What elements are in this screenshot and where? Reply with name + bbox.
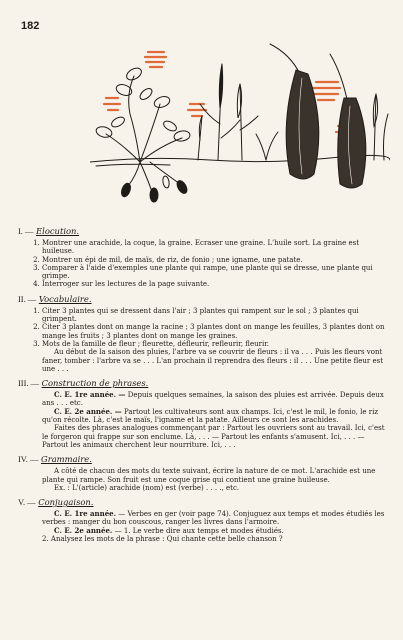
level-text: Partout les cultivateurs sont aux champs. Ici, c'est le mil, le fonio, le riz qu'on récolte. Là, c'est le maïs, l'igname et la patate. Ailleurs ce sont les arachides. [42, 407, 379, 425]
level-label: C. E. 2e année. — [54, 406, 122, 416]
exercise-content [18, 226, 390, 543]
list-item: 3. Comparer à l'aide d'exemples une plante qui rampe, une plante qui se dresse, une plante qui grimpe. [42, 264, 390, 281]
construction-ce1 [18, 391, 390, 408]
conjugaison-ce2 [18, 527, 390, 535]
plants-drawing-icon [90, 34, 390, 204]
section-title: Construction de phrases. [41, 378, 149, 389]
section-elocution-heading [18, 226, 390, 237]
section-grammaire-heading [18, 454, 390, 465]
level-label: C. E. 2e année. [54, 525, 113, 535]
level-text: — 1. Le verbe dire aux temps et modes étudiés. [114, 526, 284, 535]
section-title: Vocabulaire. [38, 293, 92, 304]
section-title: Elocution. [36, 226, 80, 236]
level-label: C. E. 1re année. [54, 509, 117, 519]
conjugaison-ce1 [18, 510, 390, 527]
section-title: Conjugaison. [38, 497, 94, 508]
construction-paragraph: Faites des phrases analogues commençant par : Partout les ouvriers sont au travail. Ici, c'est le forgeron qui frappe sur son enclume. Là, . . . — Partout les enfants s'amusent. Ici, . . . — Partout les animaux cherchent leur nourriture. Ici, . . . [42, 424, 385, 449]
section-number: IV. — [18, 455, 39, 465]
section-construction-heading [18, 378, 390, 389]
vocabulaire-list [18, 307, 390, 348]
elocution-list [18, 239, 390, 289]
grammaire-paragraph: A côté de chacun des mots du texte suivant, écrire la nature de ce mot. L'arachide est une plante qui rampe. Son fruit est une coque grise qui contient une graine huileuse. [42, 467, 376, 484]
section-title: Grammaire. [41, 454, 92, 465]
level-text: Depuis quelques semaines, la saison des pluies est arrivée. Depuis deux ans . . . etc. [42, 391, 384, 408]
section-vocabulaire-heading [18, 294, 390, 305]
level-label: C. E. 1re année. — [54, 390, 126, 400]
section-number: V. — [18, 498, 36, 508]
list-item: 3. Mots de la famille de fleur ; fleurette, défleurir, refleurir, fleurir. [42, 340, 390, 348]
section-number: I. — [18, 227, 34, 236]
section-number: III. — [18, 379, 39, 389]
list-item: 2. Montrer un épi de mil, de maïs, de riz, de fonio ; une igname, une patate. [42, 256, 390, 264]
vocabulaire-paragraph: Au début de la saison des pluies, l'arbre va se couvrir de fleurs : il va . . . Puis les fleurs vont faner, tomber : l'arbre va se . . . L'an prochain il reprendra des fleurs : il . . . Une petite fleur est une . . . [42, 348, 384, 373]
section-number: II. — [18, 294, 37, 304]
section-conjugaison-heading [18, 497, 390, 508]
list-item: 1. Citer 3 plantes qui se dressent dans l'air ; 3 plantes qui rampent sur le sol ; 3 plantes qui grimpent. [42, 307, 390, 324]
conjugaison-ce2-second: 2. Analysez les mots de la phrase : Qui chante cette belle chanson ? [42, 535, 283, 544]
level-text: — Verbes en ger (voir page 74). Conjuguez aux temps et modes étudiés les verbes : manger du bon couscous, ranger les livres dans l'armoire. [42, 510, 385, 527]
list-item: 4. Interroger sur les lectures de la page suivante. [42, 280, 390, 288]
grammaire-example: Ex. : L'(article) arachide (nom) est (verbe) . . . ., etc. [54, 483, 240, 492]
page-number: 182 [21, 20, 40, 32]
list-item: 1. Montrer une arachide, la coque, la graine. Ecraser une graine. L'huile sort. La graine est huileuse. [42, 239, 390, 256]
list-item: 2. Citer 3 plantes dont on mange la racine ; 3 plantes dont on mange les feuilles, 3 plantes dont on mange les fruits ; 3 plantes dont on mange les graines. [42, 323, 390, 340]
construction-ce2 [18, 408, 390, 425]
